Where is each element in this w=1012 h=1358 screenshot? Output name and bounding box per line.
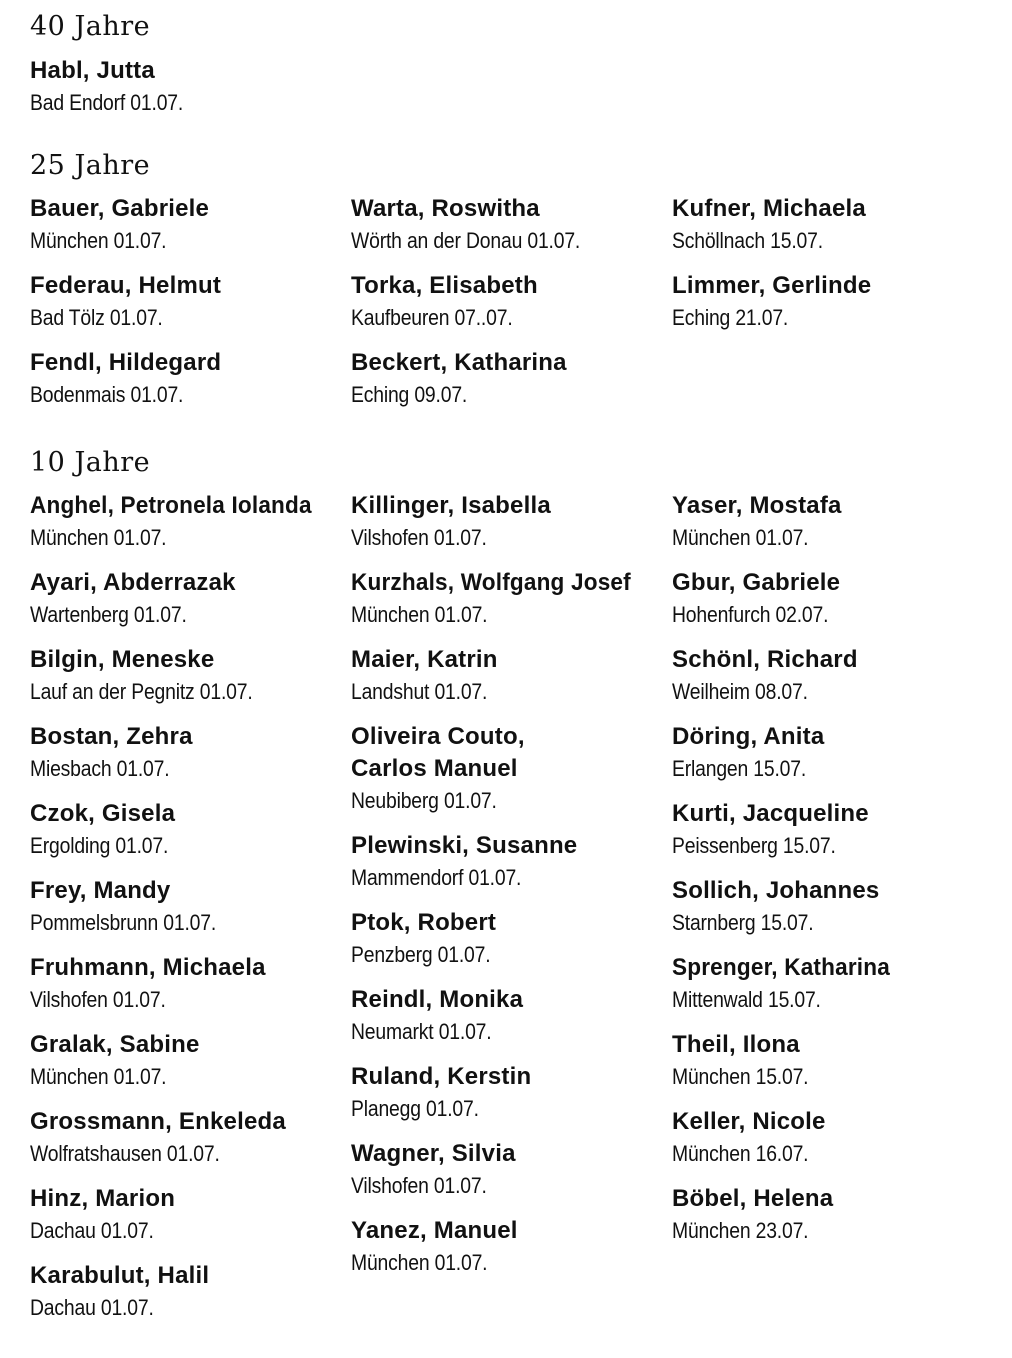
person-place-date: Weilheim 08.07. bbox=[672, 679, 808, 704]
person-name: Federau, Helmut bbox=[30, 272, 222, 299]
list-item bbox=[672, 952, 992, 1015]
list-item bbox=[672, 644, 992, 707]
list-item bbox=[30, 490, 350, 553]
list-item bbox=[672, 875, 992, 938]
person-place-date: München 01.07. bbox=[672, 525, 809, 550]
person-name: Habl, Jutta bbox=[30, 57, 155, 84]
list-item bbox=[672, 798, 992, 861]
person-place-date: Hohenfurch 02.07. bbox=[672, 602, 829, 627]
person-place-date: Dachau 01.07. bbox=[30, 1218, 154, 1243]
person-place-date: Bad Tölz 01.07. bbox=[30, 305, 163, 330]
section-10-column-1 bbox=[30, 490, 350, 1337]
person-place-date: Peissenberg 15.07. bbox=[672, 833, 836, 858]
person-name-continued: Carlos Manuel bbox=[351, 755, 518, 782]
person-place-date: München 01.07. bbox=[30, 525, 167, 550]
person-place-date: München 01.07. bbox=[351, 1250, 488, 1275]
person-name: Czok, Gisela bbox=[30, 800, 176, 827]
list-item bbox=[351, 1215, 671, 1278]
section-10-column-2 bbox=[351, 490, 671, 1292]
list-item bbox=[30, 1106, 350, 1169]
list-item bbox=[672, 270, 992, 333]
section-40-column-1 bbox=[30, 55, 350, 132]
list-item bbox=[351, 1061, 671, 1124]
list-item bbox=[351, 490, 671, 553]
list-item bbox=[30, 721, 350, 784]
person-name: Reindl, Monika bbox=[351, 986, 524, 1013]
person-name: Kurzhals, Wolfgang Josef bbox=[351, 569, 631, 596]
list-item bbox=[351, 193, 671, 256]
person-name: Ptok, Robert bbox=[351, 909, 497, 936]
list-item bbox=[30, 55, 350, 118]
person-place-date: Eching 09.07. bbox=[351, 382, 468, 407]
list-item bbox=[30, 1029, 350, 1092]
person-place-date: Mittenwald 15.07. bbox=[672, 987, 821, 1012]
person-place-date: Penzberg 01.07. bbox=[351, 942, 491, 967]
person-place-date: Neubiberg 01.07. bbox=[351, 788, 497, 813]
person-name: Sollich, Johannes bbox=[672, 877, 880, 904]
person-name: Torka, Elisabeth bbox=[351, 272, 538, 299]
person-place-date: Miesbach 01.07. bbox=[30, 756, 170, 781]
list-item bbox=[30, 270, 350, 333]
section-heading-40: 40 Jahre bbox=[30, 11, 151, 42]
section-heading-10: 10 Jahre bbox=[30, 447, 151, 478]
list-item bbox=[30, 567, 350, 630]
person-name: Bauer, Gabriele bbox=[30, 195, 210, 222]
person-name: Kurti, Jacqueline bbox=[672, 800, 869, 827]
section-10-column-3 bbox=[672, 490, 992, 1260]
person-name: Gbur, Gabriele bbox=[672, 569, 841, 596]
list-item bbox=[672, 193, 992, 256]
person-name: Döring, Anita bbox=[672, 723, 825, 750]
person-place-date: Planegg 01.07. bbox=[351, 1096, 479, 1121]
person-place-date: München 01.07. bbox=[30, 1064, 167, 1089]
list-item bbox=[351, 270, 671, 333]
person-name: Böbel, Helena bbox=[672, 1185, 834, 1212]
list-item bbox=[351, 644, 671, 707]
person-place-date: Starnberg 15.07. bbox=[672, 910, 814, 935]
person-name: Yanez, Manuel bbox=[351, 1217, 518, 1244]
section-25-column-2 bbox=[351, 193, 671, 424]
person-place-date: Landshut 01.07. bbox=[351, 679, 488, 704]
list-item bbox=[30, 347, 350, 410]
person-name: Sprenger, Katharina bbox=[672, 954, 890, 981]
person-name: Keller, Nicole bbox=[672, 1108, 826, 1135]
person-place-date: Dachau 01.07. bbox=[30, 1295, 154, 1320]
list-item bbox=[30, 798, 350, 861]
person-place-date: Wartenberg 01.07. bbox=[30, 602, 187, 627]
person-name: Fruhmann, Michaela bbox=[30, 954, 266, 981]
list-item bbox=[672, 490, 992, 553]
person-place-date: Lauf an der Pegnitz 01.07. bbox=[30, 679, 253, 704]
person-place-date: Vilshofen 01.07. bbox=[30, 987, 166, 1012]
person-name: Hinz, Marion bbox=[30, 1185, 176, 1212]
person-place-date: Wolfratshausen 01.07. bbox=[30, 1141, 220, 1166]
person-place-date: Bodenmais 01.07. bbox=[30, 382, 184, 407]
list-item bbox=[351, 567, 671, 630]
person-place-date: München 01.07. bbox=[30, 228, 167, 253]
list-item bbox=[30, 1183, 350, 1246]
person-place-date: Kaufbeuren 07..07. bbox=[351, 305, 513, 330]
list-item bbox=[30, 193, 350, 256]
person-name: Warta, Roswitha bbox=[351, 195, 540, 222]
person-name: Anghel, Petronela Iolanda bbox=[30, 492, 312, 519]
list-item bbox=[672, 1183, 992, 1246]
person-name: Kufner, Michaela bbox=[672, 195, 866, 222]
person-name: Yaser, Mostafa bbox=[672, 492, 842, 519]
person-name: Beckert, Katharina bbox=[351, 349, 567, 376]
list-item bbox=[351, 347, 671, 410]
list-item bbox=[672, 1029, 992, 1092]
person-place-date: München 01.07. bbox=[351, 602, 488, 627]
person-name: Maier, Katrin bbox=[351, 646, 498, 673]
person-name: Plewinski, Susanne bbox=[351, 832, 578, 859]
person-name: Gralak, Sabine bbox=[30, 1031, 200, 1058]
person-name: Killinger, Isabella bbox=[351, 492, 551, 519]
section-25-column-1 bbox=[30, 193, 350, 424]
section-25-column-3 bbox=[672, 193, 992, 347]
person-name: Frey, Mandy bbox=[30, 877, 171, 904]
person-place-date: Mammendorf 01.07. bbox=[351, 865, 522, 890]
person-place-date: Ergolding 01.07. bbox=[30, 833, 169, 858]
person-name: Bostan, Zehra bbox=[30, 723, 193, 750]
section-heading-25: 25 Jahre bbox=[30, 150, 151, 181]
list-item bbox=[351, 830, 671, 893]
person-place-date: Pommelsbrunn 01.07. bbox=[30, 910, 217, 935]
list-item bbox=[672, 721, 992, 784]
person-name: Bilgin, Meneske bbox=[30, 646, 215, 673]
person-name: Schönl, Richard bbox=[672, 646, 858, 673]
list-item bbox=[30, 952, 350, 1015]
person-name: Ruland, Kerstin bbox=[351, 1063, 532, 1090]
person-place-date: Neumarkt 01.07. bbox=[351, 1019, 492, 1044]
person-name: Ayari, Abderrazak bbox=[30, 569, 236, 596]
person-place-date: München 15.07. bbox=[672, 1064, 809, 1089]
list-item bbox=[351, 984, 671, 1047]
person-name: Limmer, Gerlinde bbox=[672, 272, 872, 299]
person-place-date: Vilshofen 01.07. bbox=[351, 1173, 487, 1198]
list-item bbox=[672, 1106, 992, 1169]
person-name: Grossmann, Enkeleda bbox=[30, 1108, 286, 1135]
list-item bbox=[672, 567, 992, 630]
person-place-date: München 16.07. bbox=[672, 1141, 809, 1166]
person-place-date: Wörth an der Donau 01.07. bbox=[351, 228, 581, 253]
list-item bbox=[351, 1138, 671, 1201]
person-name: Theil, Ilona bbox=[672, 1031, 800, 1058]
person-place-date: Erlangen 15.07. bbox=[672, 756, 807, 781]
person-place-date: Eching 21.07. bbox=[672, 305, 789, 330]
person-place-date: Schöllnach 15.07. bbox=[672, 228, 823, 253]
list-item bbox=[30, 644, 350, 707]
person-place-date: München 23.07. bbox=[672, 1218, 809, 1243]
person-name: Oliveira Couto, bbox=[351, 723, 525, 750]
list-item bbox=[351, 907, 671, 970]
person-place-date: Bad Endorf 01.07. bbox=[30, 90, 184, 115]
list-item bbox=[30, 1260, 350, 1323]
person-name: Wagner, Silvia bbox=[351, 1140, 516, 1167]
person-name: Fendl, Hildegard bbox=[30, 349, 222, 376]
person-name: Karabulut, Halil bbox=[30, 1262, 210, 1289]
list-item bbox=[30, 875, 350, 938]
person-place-date: Vilshofen 01.07. bbox=[351, 525, 487, 550]
list-item bbox=[351, 721, 671, 816]
